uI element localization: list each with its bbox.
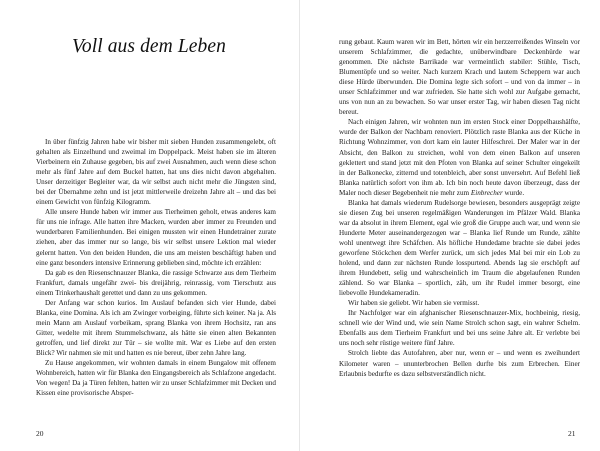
paragraph-text-end: wurde.: [502, 188, 525, 197]
paragraph: Zu Hause angekommen, wir wohnten damals in einem Bungalow mit offenem Wohnbereich, hatten wir für Blanka den Eingangsbereich als Schlafzone angedacht. Von wegen! Da ja Türen fehlten, hatten wir zu unser Schlafzimmer mit Decken und Kissen eine provisorische Absper-: [36, 359, 276, 398]
paragraph-text: Nach einigen Jahren, wir wohnten nun im ersten Stock einer Doppelhaushälfte, wurde der Balkon der Nachbarn renoviert. Plötzlich raste Blanka aus der Küche in Richtung Wohnzimmer, von dort kam ein lauter Hilfeschrei. Der Maler war in der Absicht, den Balkon zu streichen, wohl von dem einen Balkon auf unseren geklettert und stand jetzt mit den Pfoten von Blanka auf seiner Schulter eingekeilt in der Balkonecke, zitternd und totenbleich, aber sonst unversehrt. Auf Befehl ließ Blanka natürlich sofort von ihm ab. Ich bin noch heute davon überzeugt, dass der Maler noch dieser Begebenheit nie mehr zum: [339, 118, 580, 197]
paragraph-continued: rung gebaut. Kaum waren wir im Bett, hörten wir ein herzzerreißendes Winseln vor unserem Schlafzimmer, die gedachte, unüberwindbare Deckenhürde war genommen. Die nächste Barrikade war vermeintlich stabiler: Stühle, Tisch, Blumentöpfe und so weiter. Nach kurzem Krach und lautem Scheppern war auch diese Hürde überwunden. Die Domina legte sich sofort – und von da immer – in unser Schlafzimmer und war zufrieden. Sie hatte sich wohl zur Aufgabe gemacht, uns von nun an zu bewachen. So war unser erster Tag, wir haben diesen Tag nicht bereut.: [339, 38, 580, 117]
chapter-title: Voll aus dem Leben: [72, 36, 226, 57]
paragraph: Wir haben sie geliebt. Wir haben sie vermisst.: [348, 299, 480, 308]
left-page-body: [36, 137, 276, 398]
paragraph: Ihr Nachfolger war ein afghanischer Riesenschnauzer-Mix, hochbeinig, riesig, schnell wie der Wind und, wie sein Name Strolch schon sagt, ein wahrer Schelm. Ebenfalls aus dem Tierheim Frankfurt und bei uns seine Jahre alt. Er verlebte bei uns noch sehr rüstige weitere fünf Jahre.: [339, 309, 580, 348]
paragraph: Blanka hat damals wiederum Rudelsorge bewiesen, besonders ausgeprägt zeigte sie diesen Zug bei unseren regelmäßigen Wanderungen im Pfälzer Wald. Blanka war da absolut in ihrem Element, egal wie groß die Gruppe auch war, und wenn sie Hunderte Meter auseinandergezogen war – Blanka lief Runde um Runde, zählte wohl unentwegt ihre Schäfchen. Als höfliche Hundedame brachte sie dabei jedes geworfene Stöckchen dem Werfer zurück, um sich jedes Mal bei mir ein Lob zu holend, und dann zur nächsten Runde losspurtend. Abends lag sie erschöpft auf ihrem Hundebett, selig und wahrscheinlich im Traum die abgelaufenen Runden zählend. So war Blanka – sportlich, zäh, um ihr Rudel immer besorgt, eine liebevolle Hundekameradin.: [339, 198, 580, 298]
right-page: [300, 0, 600, 451]
paragraph: Strolch liebte das Autofahren, aber nur, wenn er – und wenn es zweihundert Kilometer waren – ununterbrochen Bellen durfte bis zum Erbrechen. Einer Erlaubnis bedurfte es dazu selbstverständlich nicht.: [339, 349, 580, 378]
paragraph: Alle unsere Hunde haben wir immer aus Tierheimen geholt, etwas anderes kam für uns nie infrage. Alle hatten ihre Macken, wurden aber immer zu Freunden und wunderbaren Familienhunden. Bei einigen mussten wir einen Hundetrainer zurate ziehen, aber das immer nur so lange, bis wir selbst unsere Lektion mal wieder gelernt hatten. Von den beiden Hunden, die uns am meisten beschäftigt haben und eine ganz besonders intensive Erinnerung geblieben sind, möchte ich erzählen:: [36, 208, 276, 267]
paragraph: Da gab es den Riesenschnauzer Blanka, die rassige Schwarze aus dem Tierheim Frankfurt, damals ungefähr zwei- bis dreijährig, reinrassig, vom Tierschutz aus einem Trinkerhaushalt gerettet und dann zu uns gekommen.: [36, 268, 276, 297]
emphasized-word: Einbrecher: [470, 188, 503, 197]
right-page-body: [339, 37, 580, 379]
page-number-right: 21: [568, 429, 576, 438]
page-number-left: 20: [36, 429, 44, 438]
paragraph: In über fünfzig Jahren habe wir bisher mit sieben Hunden zusammengelebt, oft gehalten als Einzelhund und zweimal im Doppelpack. Meist haben sie im älteren Vierbeinern ein Zuhause gegeben, bis auf zwei Ausnahmen, auch wenn diese schon mehr als fünf Jahre auf dem Buckel hatten, hat uns dies nicht davon abgehalten. Unser derzeitiger Begleiter war, da wir selbst auch nicht mehr die Jüngsten sind, bei der Übernahme zehn und ist jetzt mittlerweile dreizehn Jahre alt – und das bei einem Gewicht von fünfzig Kilogramm.: [36, 138, 276, 207]
paragraph: [339, 117, 580, 197]
paragraph: Der Anfang war schon kurios. Im Auslauf befanden sich vier Hunde, dabei Blanka, eine Domina. Als ich am Zwinger vorbeiging, führte sich keiner. Na ja. Als mein Mann am Auslauf vorbeikam, sprang Blanka von ihrem Hochsitz, ran ans Gitter, wedelte mit ihrem Stummelschwanz, als hätte sie einen alten Bekannten getroffen, und lief direkt zur Tür – sie wollte mit. War es Liebe auf den ersten Blick? Wir nahmen sie mit und hatten es nie bereut, über zehn Jahre lang.: [36, 298, 276, 357]
